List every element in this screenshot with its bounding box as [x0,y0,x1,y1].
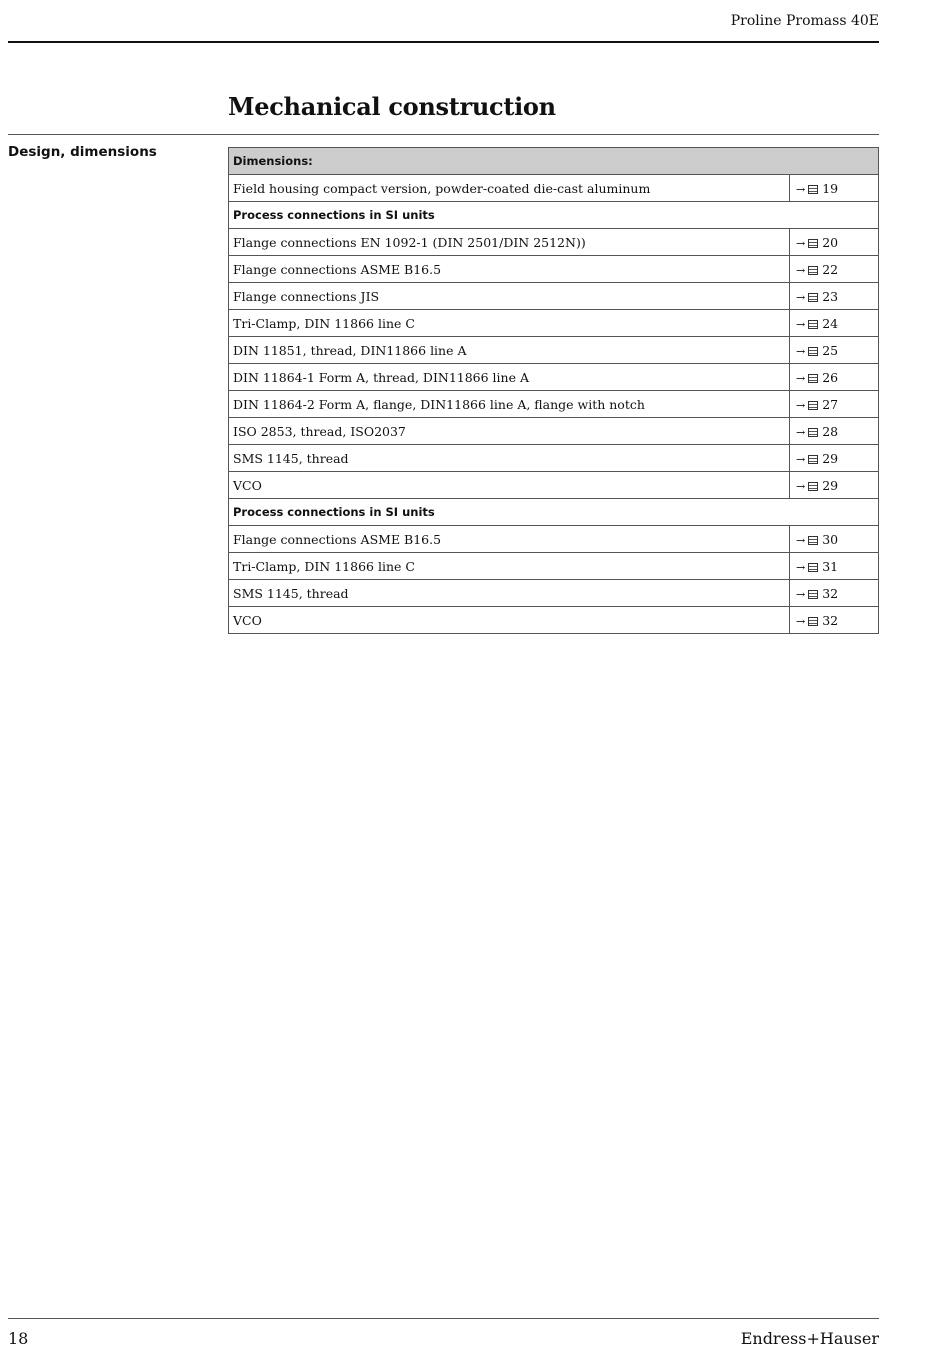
page-reference[interactable] [790,256,879,283]
row-label: Flange connections JIS [229,283,790,310]
table-row [229,445,879,472]
page-icon [808,185,818,194]
group-ref-cell [790,202,879,229]
side-label: Design, dimensions [8,144,157,160]
arrow-right-icon: → [796,182,806,196]
page-reference-number: 25 [822,342,839,358]
row-label: Tri-Clamp, DIN 11866 line C [229,310,790,337]
page-reference[interactable] [790,445,879,472]
arrow-right-icon: → [796,371,806,385]
group-ref-cell [790,499,879,526]
page-icon [808,428,818,437]
row-label: Tri-Clamp, DIN 11866 line C [229,553,790,580]
page-reference-number: 22 [822,261,839,277]
table-row [229,526,879,553]
page-icon [808,455,818,464]
page-reference[interactable] [790,364,879,391]
page-number: 18 [8,1329,29,1348]
page-reference[interactable] [790,472,879,499]
row-label: Flange connections ASME B16.5 [229,256,790,283]
page-reference-number: 30 [822,531,839,547]
arrow-right-icon: → [796,614,806,628]
group-label: Process connections in SI units [229,202,790,229]
page-reference[interactable] [790,310,879,337]
page-reference-number: 28 [822,423,839,439]
arrow-right-icon: → [796,236,806,250]
table-row [229,607,879,634]
page-icon [808,401,818,410]
arrow-right-icon: → [796,479,806,493]
table-row [229,229,879,256]
page-icon [808,536,818,545]
page-reference[interactable] [790,229,879,256]
table-row [229,337,879,364]
arrow-right-icon: → [796,533,806,547]
arrow-right-icon: → [796,344,806,358]
table-row [229,364,879,391]
page-reference[interactable] [790,607,879,634]
page-icon [808,617,818,626]
row-label: DIN 11864-1 Form A, thread, DIN11866 line A [229,364,790,391]
page-reference-number: 20 [822,234,839,250]
page-reference-number: 32 [822,612,839,628]
page-reference[interactable] [790,337,879,364]
page-icon [808,293,818,302]
row-label: Flange connections ASME B16.5 [229,526,790,553]
page-icon [808,374,818,383]
page-reference[interactable] [790,391,879,418]
page-reference-number: 19 [822,180,839,196]
group-label: Process connections in SI units [229,499,790,526]
page-icon [808,266,818,275]
page-reference-number: 27 [822,396,839,412]
arrow-right-icon: → [796,587,806,601]
row-label: ISO 2853, thread, ISO2037 [229,418,790,445]
table-row [229,175,879,202]
table-group-row [229,499,879,526]
table-row [229,283,879,310]
page-reference[interactable] [790,526,879,553]
footer-divider [8,1318,879,1319]
page-icon [808,320,818,329]
table-header-cell: Dimensions: [229,148,879,175]
page-reference[interactable] [790,553,879,580]
arrow-right-icon: → [796,425,806,439]
arrow-right-icon: → [796,263,806,277]
page-icon [808,563,818,572]
header-divider [8,41,879,43]
arrow-right-icon: → [796,290,806,304]
page-reference-number: 24 [822,315,839,331]
page-reference-number: 23 [822,288,839,304]
page-reference[interactable] [790,580,879,607]
row-label: VCO [229,607,790,634]
row-label: Field housing compact version, powder-coated die-cast aluminum [229,175,790,202]
page-reference-number: 26 [822,369,839,385]
table-row [229,553,879,580]
row-label: VCO [229,472,790,499]
page-reference-number: 32 [822,585,839,601]
page-icon [808,347,818,356]
page-reference-number: 29 [822,450,839,466]
table-row [229,256,879,283]
dimensions-table [228,147,879,634]
row-label: SMS 1145, thread [229,580,790,607]
page-reference-number: 29 [822,477,839,493]
page-reference[interactable] [790,175,879,202]
section-divider [8,134,879,135]
arrow-right-icon: → [796,452,806,466]
arrow-right-icon: → [796,560,806,574]
arrow-right-icon: → [796,317,806,331]
row-label: Flange connections EN 1092-1 (DIN 2501/DIN 2512N)) [229,229,790,256]
section-title: Mechanical construction [228,92,556,121]
page-icon [808,239,818,248]
footer-brand: Endress+Hauser [740,1329,879,1348]
page-icon [808,482,818,491]
page-icon [808,590,818,599]
table-group-row [229,202,879,229]
table-header-row [229,148,879,175]
document-header-title: Proline Promass 40E [730,13,879,29]
table-row [229,418,879,445]
table-row [229,472,879,499]
page-reference-number: 31 [822,558,839,574]
page-reference[interactable] [790,418,879,445]
row-label: DIN 11864-2 Form A, flange, DIN11866 line A, flange with notch [229,391,790,418]
arrow-right-icon: → [796,398,806,412]
row-label: DIN 11851, thread, DIN11866 line A [229,337,790,364]
table-row [229,580,879,607]
table-row [229,391,879,418]
row-label: SMS 1145, thread [229,445,790,472]
page-reference[interactable] [790,283,879,310]
table-row [229,310,879,337]
